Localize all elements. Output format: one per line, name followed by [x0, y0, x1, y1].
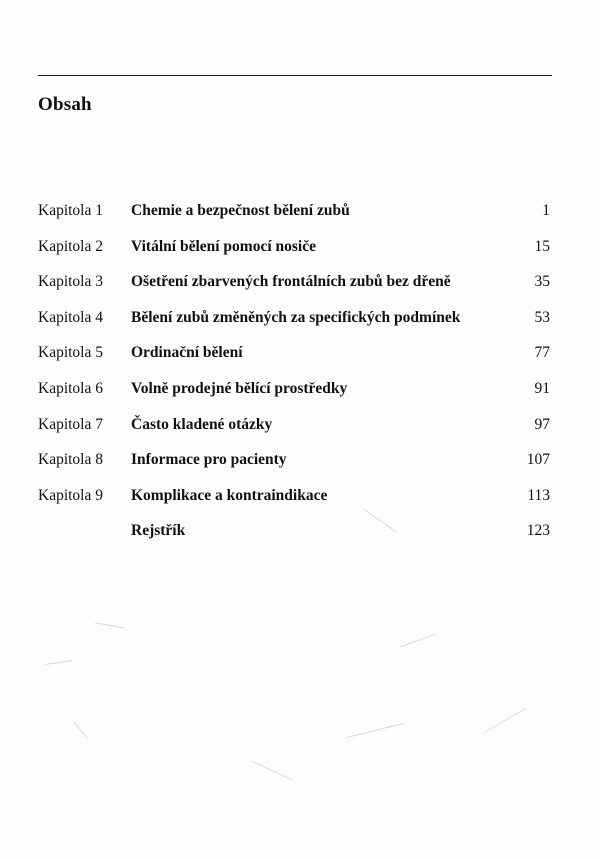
- toc-chapter-label: Kapitola 8: [38, 451, 103, 469]
- page-title: Obsah: [38, 94, 92, 115]
- toc-entry-title: Informace pro pacienty: [131, 451, 287, 469]
- toc-row: [38, 447, 550, 483]
- toc-page-number: 15: [534, 237, 550, 255]
- scan-artifact: [252, 761, 292, 781]
- toc-page-number: 123: [526, 522, 550, 540]
- toc-page-number: 113: [527, 486, 550, 504]
- toc-entry-title: Bělení zubů změněných za specifických podmínek: [131, 308, 461, 326]
- toc-chapter-label: Kapitola 5: [38, 344, 103, 362]
- scan-artifact: [483, 708, 527, 734]
- toc-page-number: 77: [534, 344, 550, 362]
- scan-artifact: [45, 660, 73, 665]
- toc-row: [38, 518, 550, 554]
- scan-artifact: [95, 622, 125, 628]
- scan-artifact: [401, 634, 435, 647]
- toc-chapter-label: Kapitola 9: [38, 486, 103, 504]
- toc-chapter-label: Kapitola 2: [38, 237, 103, 255]
- toc-page-number: 91: [534, 379, 550, 397]
- toc-page-number: 97: [534, 415, 550, 433]
- scan-artifact: [74, 722, 89, 739]
- toc-chapter-label: Kapitola 7: [38, 415, 103, 433]
- toc-entry-title: Komplikace a kontraindikace: [131, 486, 328, 504]
- toc-chapter-label: Kapitola 4: [38, 308, 103, 326]
- toc-entry-title: Vitální bělení pomocí nosiče: [131, 237, 316, 255]
- table-of-contents: [38, 198, 550, 554]
- toc-page-number: 1: [542, 202, 550, 219]
- toc-row: [38, 234, 550, 270]
- toc-row: [38, 412, 550, 448]
- toc-row: [38, 376, 550, 412]
- toc-entry-title: Volně prodejné bělící prostředky: [131, 379, 348, 397]
- scan-artifact: [346, 723, 404, 738]
- toc-entry-title: Ordinační bělení: [131, 344, 243, 362]
- toc-row: [38, 483, 550, 519]
- toc-row: [38, 305, 550, 341]
- toc-chapter-label: Kapitola 6: [38, 379, 103, 397]
- toc-row: [38, 198, 550, 234]
- toc-entry-title: Chemie a bezpečnost bělení zubů: [131, 202, 350, 219]
- toc-page-number: 35: [534, 273, 550, 291]
- toc-entry-title: Ošetření zbarvených frontálních zubů bez dřeně: [131, 273, 451, 291]
- toc-entry-title: Rejstřík: [131, 522, 186, 540]
- toc-row: [38, 269, 550, 305]
- toc-entry-title: Často kladené otázky: [131, 415, 273, 433]
- toc-row: [38, 340, 550, 376]
- toc-chapter-label: Kapitola 3: [38, 273, 103, 291]
- top-rule: [38, 75, 552, 76]
- toc-page-number: 107: [526, 451, 550, 469]
- toc-chapter-label: Kapitola 1: [38, 202, 103, 219]
- toc-page-number: 53: [534, 308, 550, 326]
